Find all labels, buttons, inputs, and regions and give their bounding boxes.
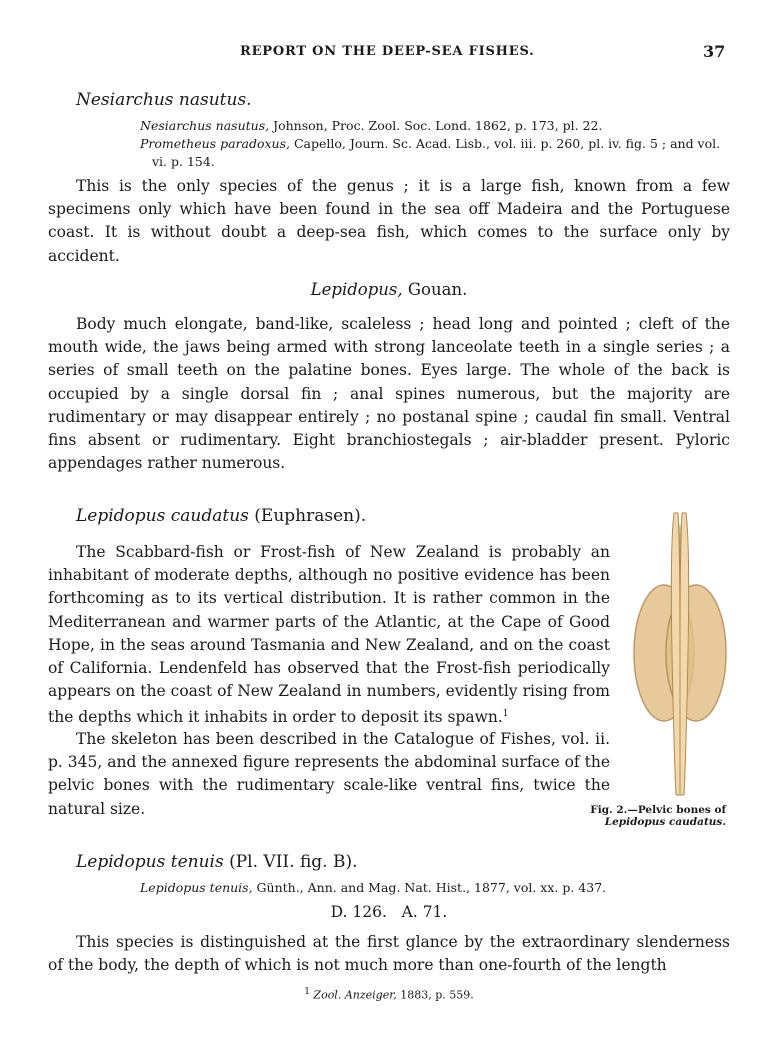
species-heading-nesiarchus: Nesiarchus nasutus. bbox=[76, 90, 252, 110]
paragraph-caudatus-skeleton: The skeleton has been described in the Catalogue of Fishes, vol. ii. p. 345, and the annexed figure represents the abdominal surface of the pelvic bones with the rudimentary scale-like ventral fins, twice the natural size. bbox=[48, 730, 610, 818]
right-pelvic-bone bbox=[680, 513, 689, 795]
footnote-source: Zool. Anzeiger, bbox=[313, 988, 397, 1002]
paragraph-caudatus-distribution bbox=[48, 541, 610, 730]
footnote-mark: 1 bbox=[304, 987, 310, 997]
synonym-1 bbox=[140, 117, 730, 135]
species-author: (Pl. VII. fig. B). bbox=[223, 852, 358, 872]
paragraph-text: The Scabbard-fish or Frost-fish of New Zealand is probably an inhabitant of moderate depths, although no positive evidence has been forthcoming as to its vertical distribution. It is rather common in the Mediterranean and warmer parts of the Atlantic, at the Cape of Good Hope, in the seas around Tasmania and New Zealand, and on the coast of California. Lendenfeld has observed that the Frost-fish periodically appears on the coast of New Zealand in numbers, evidently rising from the depths which it inhabits in order to deposit its spawn. bbox=[48, 543, 610, 727]
species-author: (Euphrasen). bbox=[248, 506, 367, 526]
figure-caption bbox=[590, 804, 726, 828]
synonym-list-nesiarchus bbox=[140, 117, 730, 171]
species-heading-tenuis bbox=[76, 852, 358, 872]
paragraph-nesiarchus: This is the only species of the genus ; it is a large fish, known from a few specimens only which have been found in the sea off Madeira and the Portuguese coast. It is without doubt a deep-sea fish, which comes to the surface only by accident. bbox=[48, 177, 730, 265]
genus-name: Lepidopus, bbox=[310, 280, 403, 299]
species-heading-caudatus bbox=[76, 506, 366, 526]
genus-heading-lepidopus bbox=[48, 280, 730, 299]
synonym-tenuis bbox=[140, 879, 730, 897]
synonym-name: Nesiarchus nasutus, bbox=[140, 118, 270, 133]
paragraph-genus-description: Body much elongate, band-like, scaleless ; head long and pointed ; cleft of the mouth wide, the jaws being armed with strong lanceolate teeth in a single series ; a series of small teeth on the palatine bones. Eyes large. The whole of the back is occupied by a single dorsal fin ; anal spines numerous, but the majority are rudimentary or may disappear entirely ; no postanal spine ; caudal fin small. Ventral fins absent or rudimentary. Eight branchiostegals ; air-bladder present. Pyloric appendages rather numerous. bbox=[48, 315, 730, 473]
footnote-marker[interactable]: 1 bbox=[502, 709, 509, 720]
pelvic-bones-figure bbox=[630, 505, 730, 800]
species-name: Lepidopus caudatus bbox=[76, 506, 249, 526]
synonym-name: Prometheus paradoxus, bbox=[140, 136, 290, 151]
synonym-reference: Johnson, Proc. Zool. Soc. Lond. 1862, p. 173, pl. 22. bbox=[269, 118, 603, 133]
running-title: REPORT ON THE DEEP-SEA FISHES. bbox=[240, 44, 535, 59]
genus-author: Gouan. bbox=[402, 280, 468, 299]
caption-line-2: Lepidopus caudatus. bbox=[604, 816, 726, 828]
caption-line-1: Fig. 2.—Pelvic bones of bbox=[590, 804, 726, 816]
synonym-reference: Capello, Journ. Sc. Acad. Lisb., vol. iii. p. 260, pl. iv. fig. 5 ; and vol. bbox=[289, 136, 721, 151]
fin-ray-formula: D. 126. A. 71. bbox=[330, 903, 448, 921]
page-number: 37 bbox=[703, 42, 726, 61]
footnote bbox=[48, 987, 730, 1002]
synonym-reference: Günth., Ann. and Mag. Nat. Hist., 1877, vol. xx. p. 437. bbox=[252, 880, 607, 895]
synonym-2 bbox=[140, 135, 730, 153]
left-pelvic-bone bbox=[671, 513, 680, 795]
footnote-reference: 1883, p. 559. bbox=[396, 988, 474, 1002]
species-name: Lepidopus tenuis bbox=[76, 852, 224, 872]
synonym-2-continued: vi. p. 154. bbox=[152, 154, 215, 169]
paragraph-tenuis: This species is distinguished at the first glance by the extraordinary slenderness of the body, the depth of which is not much more than one-fourth of the length bbox=[48, 933, 730, 975]
synonym-name: Lepidopus tenuis, bbox=[140, 880, 253, 895]
